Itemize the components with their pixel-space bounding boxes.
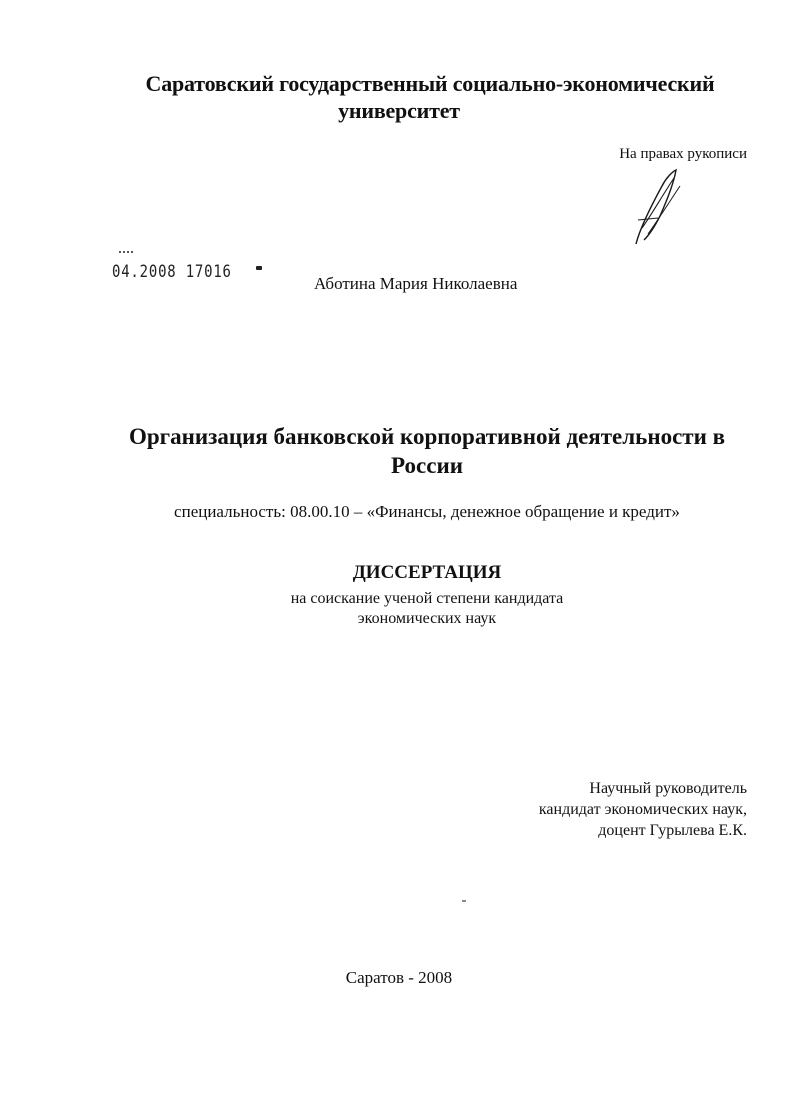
manuscript-rights-note: На правах рукописи bbox=[619, 146, 747, 162]
supervisor-block bbox=[539, 778, 747, 841]
supervisor-role: Научный руководитель bbox=[589, 780, 747, 797]
university-name-line1: Саратовский государственный социально-экономический bbox=[145, 71, 715, 96]
specialty-line: специальность: 08.00.10 – «Финансы, денежное обращение и кредит» bbox=[174, 502, 680, 521]
registration-mark bbox=[119, 251, 133, 256]
city-year: Саратов - 2008 bbox=[345, 968, 453, 987]
university-name bbox=[0, 70, 798, 124]
supervisor-degree: кандидат экономических наук, bbox=[538, 801, 747, 818]
dissertation-title-line2: России bbox=[391, 453, 463, 478]
degree-description bbox=[0, 589, 798, 629]
university-name-line2: университет bbox=[338, 98, 460, 123]
degree-line1: на соискание ученой степени кандидата bbox=[290, 590, 564, 607]
supervisor-name: доцент Гурылева Е.К. bbox=[598, 822, 747, 839]
scan-speck bbox=[462, 900, 466, 902]
registration-number: 04.2008 17016 bbox=[112, 262, 232, 282]
author-name: Аботина Мария Николаевна bbox=[314, 274, 518, 293]
signature-icon bbox=[628, 168, 688, 248]
registration-dot bbox=[256, 266, 262, 270]
dissertation-title bbox=[0, 422, 798, 480]
dissertation-title-line1: Организация банковской корпоративной деятельности в bbox=[128, 424, 725, 449]
document-type: ДИССЕРТАЦИЯ bbox=[352, 562, 502, 583]
degree-line2: экономических наук bbox=[357, 610, 497, 627]
